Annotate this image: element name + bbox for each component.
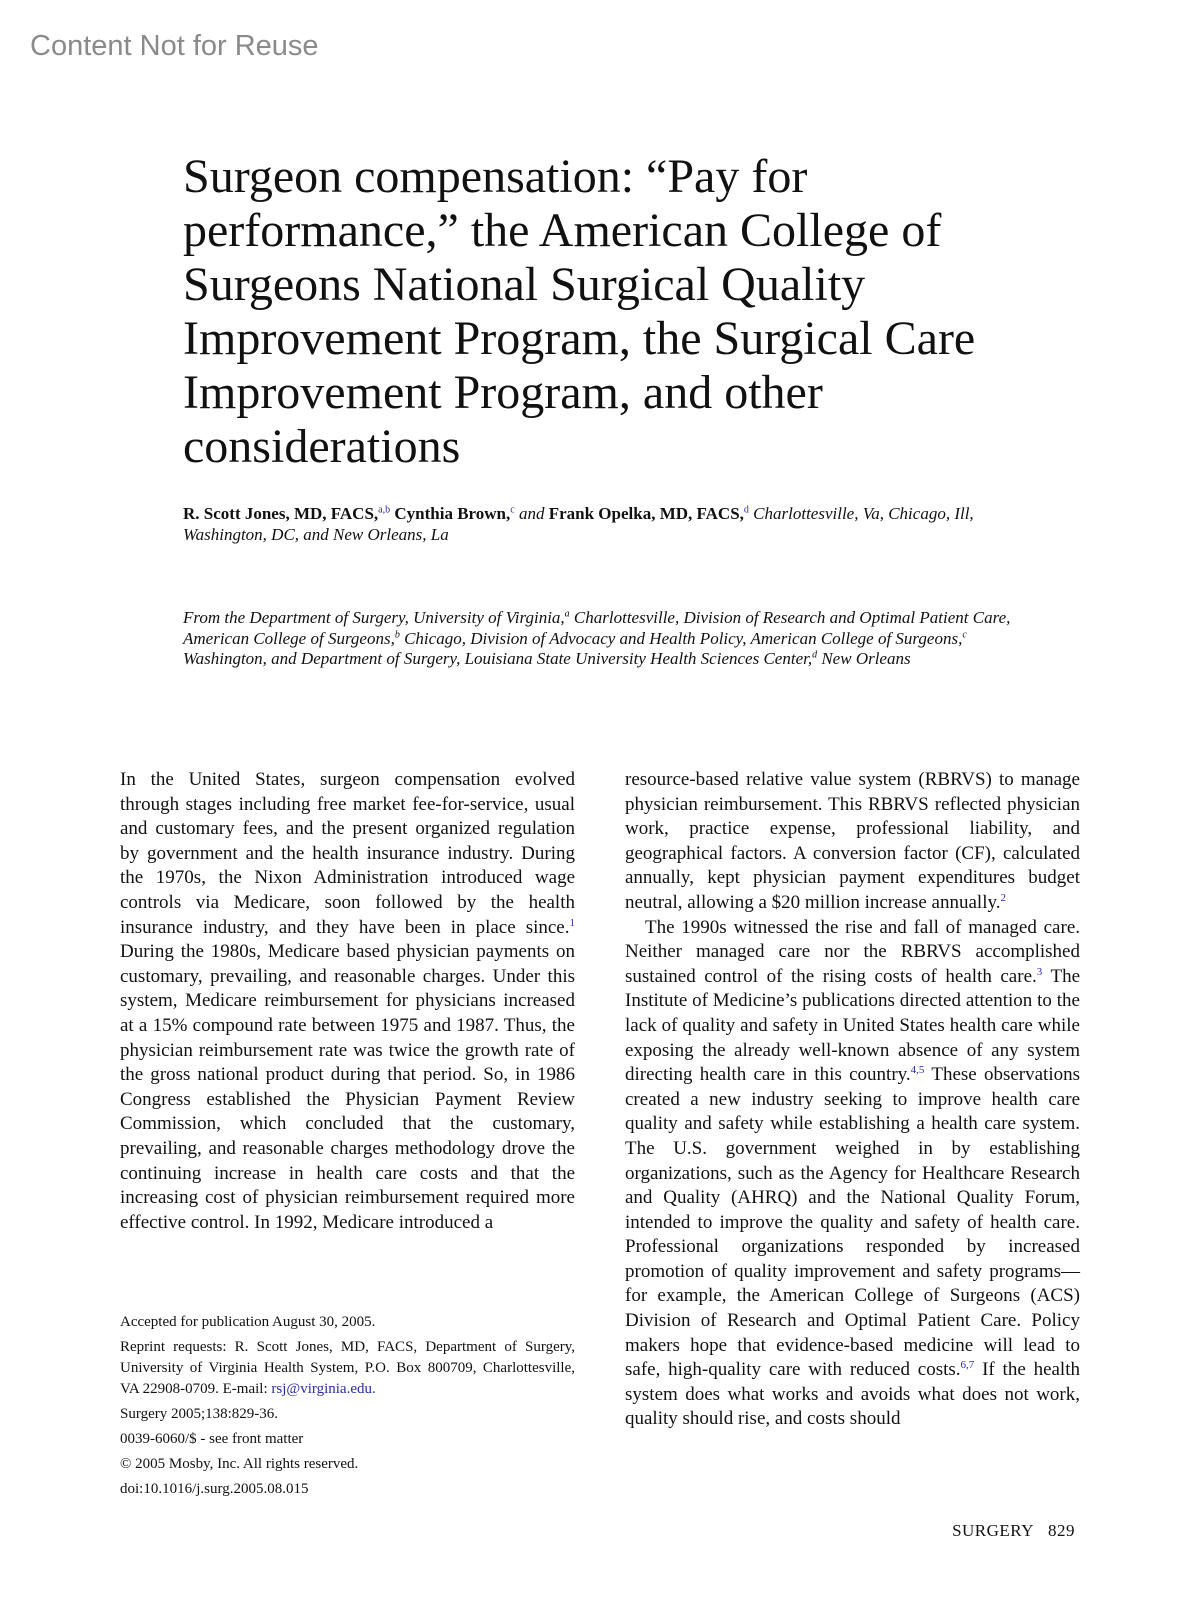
reference-link[interactable]: 3 [1036, 965, 1043, 978]
body-text: resource-based relative value system (RBRVS) to manage physician reimbursement. This RBRVS reflected physician work, practice expense, professional liability, and geographical factors. A conversion factor (CF), calculated annually, kept physician payment expenditures budget neutral, allowing a $20 million increase annually. [625, 769, 1080, 913]
email-link[interactable]: rsj@virginia.edu. [271, 1381, 376, 1397]
article-title: Surgeon compensation: “Pay for performance,” the American College of Surgeons National Surgical Quality Improvement Program, the Surgical Care Improvement Program, and other considerations [183, 150, 976, 473]
watermark-text: Content Not for Reuse [30, 30, 319, 62]
reference-link[interactable]: 6,7 [960, 1359, 975, 1372]
page-footer [950, 1521, 1075, 1541]
body-text: The Institute of Medicine’s publications directed attention to the lack of quality and safety in United States health care while exposing the already well-known absence of any system directing health care in this country. [625, 965, 1080, 1086]
body-text: These observations created a new industry seeking to improve health care quality and safety while establishing a health care system. The U.S. government weighed in by establishing organizations, such as the Agency for Healthcare Research and Quality (AHRQ) and the National Quality Forum, intended to improve the quality and safety of health care. Professional organizations responded by increased promotion of quality improvement and safety programs—for example, the American College of Surgeons (ACS) Division of Research and Optimal Patient Care. Policy makers hope that evidence-based medicine will lead to safe, high-quality care with reduced costs. [625, 1064, 1081, 1381]
doi-line: doi:10.1016/j.surg.2005.08.015 [120, 1481, 309, 1497]
reference-link[interactable]: 1 [569, 916, 575, 929]
body-text: The 1990s witnessed the rise and fall of managed care. Neither managed care nor the RBRVS accomplished sustained control of the rising costs of health care. [625, 916, 1080, 987]
body-paragraph [120, 768, 575, 1235]
affiliation-marker: c [962, 628, 967, 640]
affiliation-text: New Orleans [821, 649, 911, 668]
author-locations: Charlottesville, Va, Chicago, Ill, Washington, DC, and New Orleans, La [183, 504, 974, 544]
author-name: Frank Opelka, MD, FACS, [548, 504, 744, 523]
affiliation-text: Chicago, Division of Advocacy and Health Policy, American College of Surgeons, [404, 628, 963, 648]
reprint-requests [120, 1337, 575, 1400]
body-paragraph [625, 916, 1080, 1432]
affiliation-text: Charlottesville, Division of Research and Optimal Patient Care, American College of Surgeons, [183, 608, 1011, 648]
author-affiliation-marker[interactable]: d [743, 504, 749, 516]
affiliation-text: Washington, and Department of Surgery, Louisiana State University Health Sciences Center, [183, 649, 813, 668]
affiliation-block [183, 608, 1023, 670]
reference-link[interactable]: 2 [1000, 891, 1006, 904]
affiliation-marker: b [394, 628, 400, 640]
author-affiliation-marker[interactable]: a,b [378, 504, 391, 516]
body-column-right [625, 768, 1080, 1432]
reprint-text: Reprint requests: R. Scott Jones, MD, FACS, Department of Surgery, University of Virginia Health System, P.O. Box 800709, Charlottesville, VA 22908-0709. E-mail: [120, 1339, 575, 1397]
page-number: 829 [1048, 1521, 1075, 1540]
copyright-line: © 2005 Mosby, Inc. All rights reserved. [120, 1456, 359, 1472]
article-footnotes [120, 1312, 575, 1504]
accepted-date: Accepted for publication August 30, 2005. [120, 1314, 376, 1330]
issn-line: 0039-6060/$ - see front matter [120, 1431, 304, 1447]
author-conjunction: and [518, 504, 545, 523]
affiliation-marker: a [564, 608, 570, 620]
body-paragraph [625, 768, 1080, 916]
reference-link[interactable]: 4,5 [910, 1064, 925, 1077]
body-column-left [120, 768, 575, 1235]
body-text: If the health system does what works and avoids what does not work, quality should rise, and costs should [625, 1359, 1080, 1430]
affiliation-text: From the Department of Surgery, University of Virginia, [183, 608, 565, 627]
body-text: In the United States, surgeon compensation evolved through stages including free market fee-for-service, usual and customary fees, and the present organized regulation by government and the health insurance industry. During the 1970s, the Nixon Administration introduced wage controls via Medicare, soon followed by the health insurance industry, and they have been in place since. [120, 769, 575, 938]
author-byline [183, 503, 1023, 545]
journal-citation: Surgery 2005;138:829-36. [120, 1406, 279, 1422]
author-name: Cynthia Brown, [394, 504, 511, 523]
author-affiliation-marker[interactable]: c [510, 504, 515, 516]
body-text: During the 1980s, Medicare based physician payments on customary, prevailing, and reasonable charges. Under this system, Medicare reimbursement for physicians increased at a 15% compound rate between 1975 and 1987. Thus, the physician reimbursement rate was twice the growth rate of the gross national product during that period. So, in 1986 Congress established the Physician Payment Review Commission, which concluded that the customary, prevailing, and reasonable charges methodology drove the continuing increase in health care costs and that the increasing cost of physician reimbursement required more effective control. In 1992, Medicare introduced a [120, 941, 575, 1233]
author-name: R. Scott Jones, MD, FACS, [183, 504, 379, 523]
affiliation-marker: d [812, 649, 818, 661]
journal-name: SURGERY [952, 1521, 1034, 1540]
